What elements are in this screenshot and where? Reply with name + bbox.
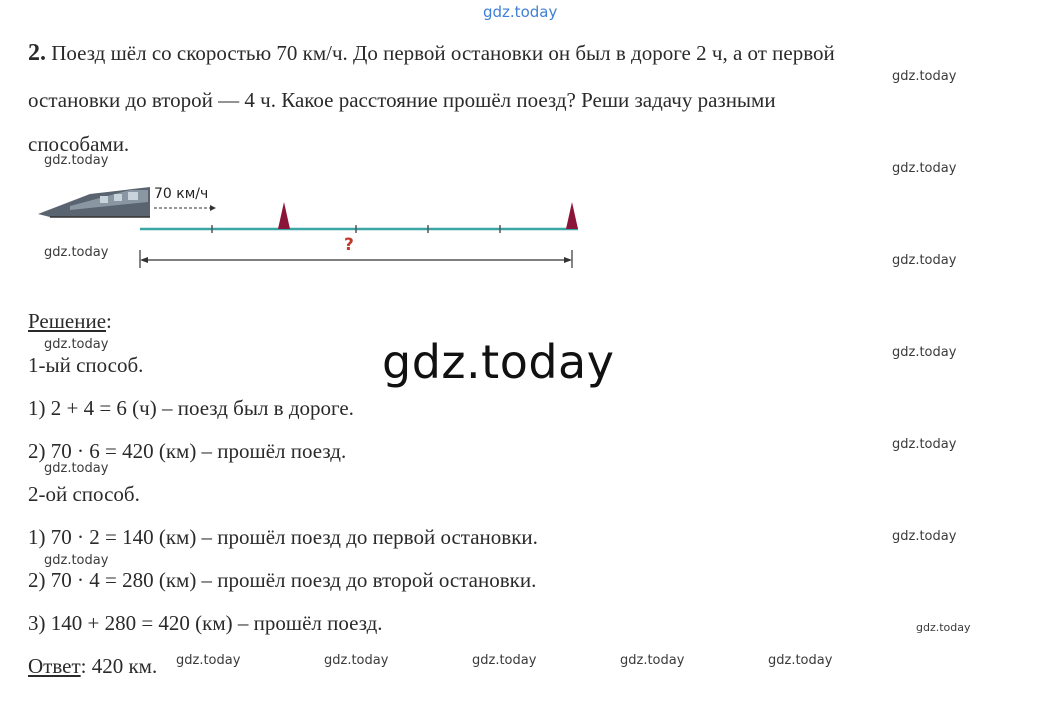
watermark: gdz.today (176, 653, 241, 668)
watermark: gdz.today (472, 653, 537, 668)
watermark: gdz.today (44, 461, 109, 476)
speed-label: 70 км/ч (154, 186, 209, 202)
watermark-top: gdz.today (483, 3, 558, 21)
watermark: gdz.today (44, 337, 109, 352)
train-icon (38, 187, 150, 217)
task-line-1 (28, 40, 835, 67)
answer-label: Ответ (28, 654, 81, 678)
solution-heading (28, 309, 112, 334)
method1-step-1: 1) 2 + 4 = 6 (ч) – поезд был в дороге. (28, 396, 354, 420)
watermark: gdz.today (44, 153, 109, 168)
watermark-big: gdz.today (382, 335, 615, 389)
speed-arrow (154, 205, 216, 211)
arrow-right-head (564, 257, 572, 263)
watermark: gdz.today (324, 653, 389, 668)
method2-step-3: 3) 140 + 280 = 420 (км) – прошёл поезд. (28, 611, 383, 635)
solution-heading-text: Решение (28, 309, 107, 333)
second-stop-marker (566, 202, 578, 229)
watermark: gdz.today (892, 437, 957, 452)
task-number: 2. (28, 40, 46, 66)
watermark: gdz.today (892, 253, 957, 268)
answer-value: : 420 км. (80, 654, 158, 678)
method1-title: 1-ый способ. (28, 353, 144, 377)
method2-step-2: 2) 70 · 4 = 280 (км) – прошёл поезд до второй остановки. (28, 568, 537, 592)
watermark: gdz.today (892, 345, 957, 360)
train-diagram (30, 178, 590, 278)
method2-title: 2-ой способ. (28, 482, 140, 506)
first-stop-marker (278, 202, 290, 229)
watermark: gdz.today (44, 553, 109, 568)
distance-arrow (140, 250, 572, 268)
watermark: gdz.today (892, 161, 957, 176)
task-line-2: остановки до второй — 4 ч. Какое расстояние прошёл поезд? Реши задачу разными (28, 88, 776, 112)
method2-step-1: 1) 70 · 2 = 140 (км) – прошёл поезд до первой остановки. (28, 525, 538, 549)
question-mark: ? (344, 235, 354, 255)
task-text-1: Поезд шёл со скоростью 70 км/ч. До первой остановки он был в дороге 2 ч, а от первой (51, 41, 835, 65)
watermark: gdz.today (892, 529, 957, 544)
arrow-left-head (140, 257, 148, 263)
task-line-3: способами. (28, 132, 130, 156)
solution-heading-colon: : (106, 309, 112, 333)
watermark: gdz.today (768, 653, 833, 668)
watermark: gdz.today (916, 621, 971, 634)
watermark: gdz.today (620, 653, 685, 668)
answer-line (28, 654, 157, 679)
watermark: gdz.today (892, 69, 957, 84)
method1-step-2: 2) 70 · 6 = 420 (км) – прошёл поезд. (28, 439, 347, 463)
watermark: gdz.today (44, 245, 109, 260)
